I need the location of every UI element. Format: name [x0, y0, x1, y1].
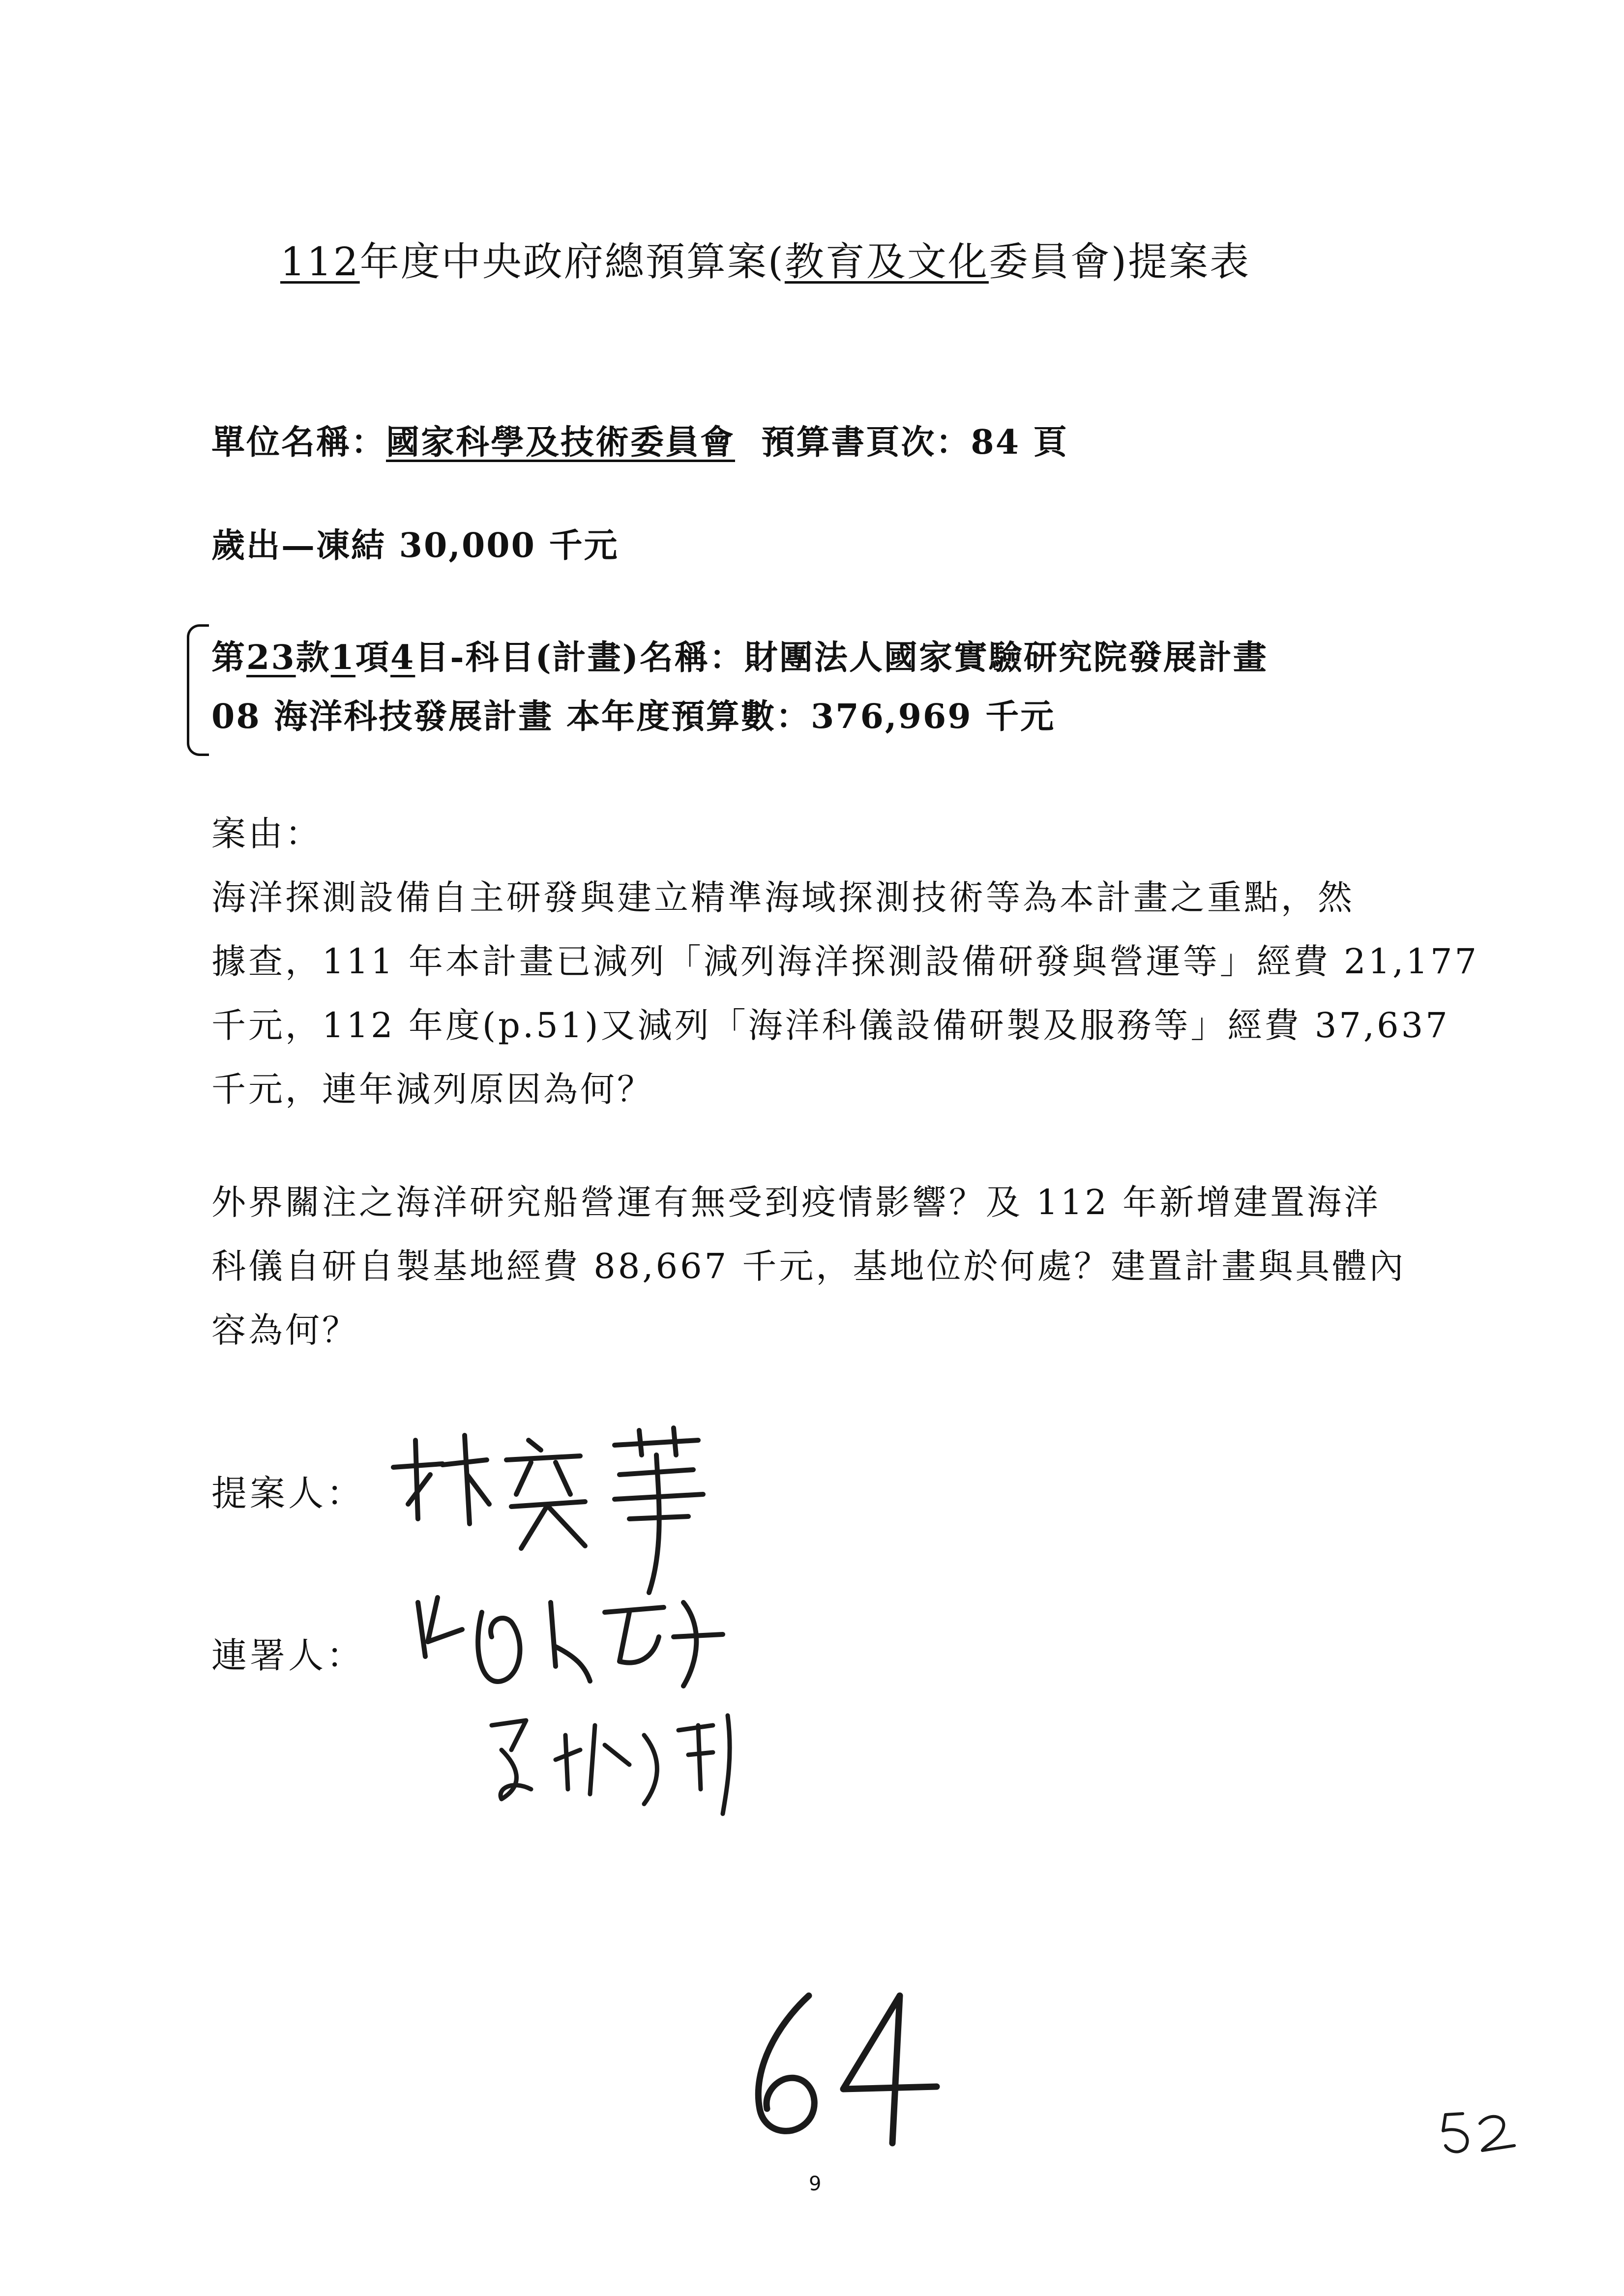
item-kuan-suffix: 款 — [295, 638, 331, 677]
proposer-label: 提案人： — [211, 1473, 365, 1514]
reason-p1-line-4: 千元，連年減列原因為何？ — [211, 1069, 654, 1109]
cosigner-signature-1 — [408, 1583, 742, 1701]
title-committee: 教育及文化 — [784, 239, 989, 285]
item-xiang-suffix: 項 — [355, 638, 391, 677]
reason-p1-line-3: 千元，112 年度(p.51)又減列「海洋科儀設備研製及服務等」經費 37,637 — [211, 1005, 1450, 1046]
unit-name: 國家科學及技術委員會 — [386, 423, 736, 462]
document-title — [280, 230, 1250, 287]
reason-p2-line-2: 科儀自研自製基地經費 88,667 千元，基地位於何處？建置計畫與具體內 — [211, 1246, 1406, 1286]
item-bracket — [187, 624, 209, 756]
reason-p1-line-2: 據查，111 年本計畫已減列「減列海洋探測設備研發與營運等」經費 21,177 — [211, 941, 1479, 982]
item-line-1 — [211, 631, 1268, 679]
expenditure-line: 歲出—凍結 30,000 千元 — [211, 526, 619, 565]
page-number: 9 — [809, 2173, 822, 2195]
cosigner-signature-2 — [482, 1706, 757, 1819]
handwritten-number-64 — [738, 1986, 944, 2148]
reason-label: 案由： — [211, 814, 322, 854]
title-part1: 年度中央政府總預算案( — [359, 239, 785, 285]
title-year: 112 — [280, 239, 360, 285]
corner-handwritten-number — [1436, 2104, 1524, 2158]
reason-p2-line-3: 容為何？ — [211, 1310, 359, 1350]
item-line-2: 08 海洋科技發展計畫 本年度預算數：376,969 千元 — [211, 697, 1056, 736]
title-part2: 委員會)提案表 — [988, 239, 1251, 285]
reason-p2-line-1: 外界關注之海洋研究船營運有無受到疫情影響？及 112 年新增建置海洋 — [211, 1182, 1381, 1222]
proposer-signature — [384, 1421, 738, 1598]
item-xiang: 1 — [330, 638, 355, 677]
cosigner-label: 連署人： — [211, 1635, 365, 1676]
item-mu-suffix: 目-科目(計畫)名稱：財團法人國家實驗研究院發展計畫 — [415, 638, 1268, 677]
unit-label: 單位名稱： — [211, 423, 386, 462]
item-prefix: 第 — [211, 638, 247, 677]
reason-p1-line-1: 海洋探測設備自主研發與建立精準海域探測技術等為本計畫之重點，然 — [211, 877, 1355, 918]
item-kuan: 23 — [246, 638, 296, 677]
unit-line — [211, 416, 1068, 464]
budget-page-ref: 預算書頁次：84 頁 — [761, 423, 1068, 462]
item-mu: 4 — [390, 638, 415, 677]
